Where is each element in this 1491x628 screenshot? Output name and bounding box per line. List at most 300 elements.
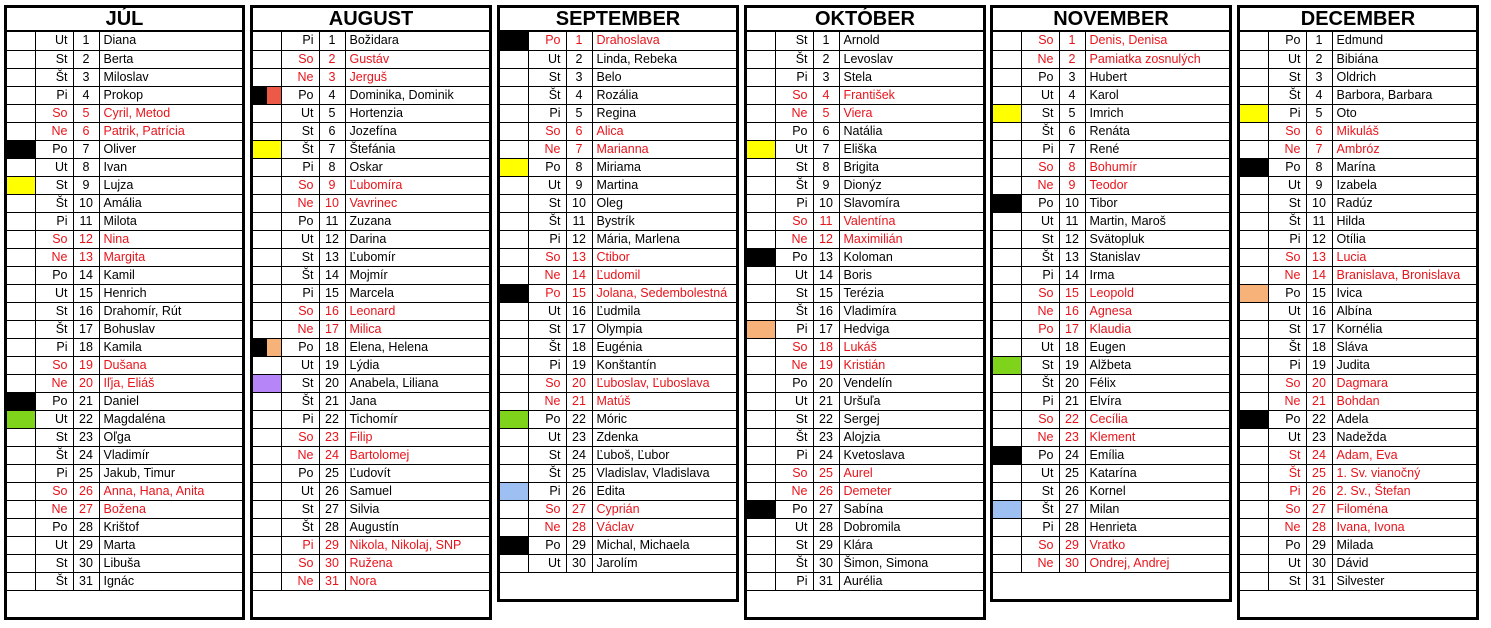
day-number: 25 — [1059, 464, 1085, 482]
weekday: So — [775, 338, 813, 356]
name-day: Drahomír, Rút — [99, 302, 242, 320]
day-row — [7, 320, 242, 338]
day-row — [253, 176, 489, 194]
name-day: Samuel — [345, 482, 489, 500]
day-row — [1240, 500, 1476, 518]
name-day: Dávid — [1332, 554, 1476, 572]
day-row — [253, 554, 489, 572]
weekday: Po — [1021, 194, 1059, 212]
name-day: Eugénia — [592, 338, 736, 356]
day-row — [253, 302, 489, 320]
month-july — [4, 5, 245, 620]
day-number: 14 — [319, 266, 345, 284]
day-marker — [7, 104, 35, 122]
weekday: Ne — [528, 392, 566, 410]
weekday: So — [281, 50, 319, 68]
name-day: Šimon, Simona — [839, 554, 983, 572]
day-number: 4 — [319, 86, 345, 104]
name-day: Izabela — [1332, 176, 1476, 194]
day-number: 7 — [813, 140, 839, 158]
day-number: 4 — [1306, 86, 1332, 104]
weekday: Ut — [1268, 50, 1306, 68]
weekday: Št — [1268, 86, 1306, 104]
name-day: Imrich — [1085, 104, 1229, 122]
day-row — [7, 446, 242, 464]
day-number: 19 — [1059, 356, 1085, 374]
weekday: Št — [1268, 338, 1306, 356]
weekday: St — [281, 374, 319, 392]
name-day: Henrich — [99, 284, 242, 302]
day-marker — [7, 464, 35, 482]
name-day: Demeter — [839, 482, 983, 500]
day-marker — [7, 320, 35, 338]
day-marker — [747, 446, 775, 464]
day-marker — [1240, 572, 1268, 590]
weekday: St — [1021, 356, 1059, 374]
name-day: Natália — [839, 122, 983, 140]
name-day: Belo — [592, 68, 736, 86]
weekday: Po — [1021, 68, 1059, 86]
weekday: Ne — [775, 356, 813, 374]
weekday: Št — [1021, 500, 1059, 518]
day-marker — [7, 536, 35, 554]
day-row — [993, 230, 1229, 248]
day-row — [993, 428, 1229, 446]
weekday: So — [1021, 284, 1059, 302]
day-row — [1240, 536, 1476, 554]
name-day: Amália — [99, 194, 242, 212]
weekday: So — [528, 374, 566, 392]
weekday: Št — [528, 464, 566, 482]
day-table — [747, 32, 983, 591]
name-day: Koloman — [839, 248, 983, 266]
name-day: Dušana — [99, 356, 242, 374]
day-number: 9 — [73, 176, 99, 194]
month-november — [990, 5, 1232, 602]
day-marker — [1240, 464, 1268, 482]
weekday: St — [1021, 482, 1059, 500]
weekday: Ne — [1021, 50, 1059, 68]
day-marker — [993, 482, 1021, 500]
name-day: Ivica — [1332, 284, 1476, 302]
day-marker — [7, 194, 35, 212]
day-marker — [253, 230, 281, 248]
name-day: Aurélia — [839, 572, 983, 590]
day-row — [7, 86, 242, 104]
day-row — [7, 338, 242, 356]
name-day: Jozefína — [345, 122, 489, 140]
day-row — [747, 248, 983, 266]
day-row — [1240, 302, 1476, 320]
name-day: Judita — [1332, 356, 1476, 374]
weekday: St — [35, 302, 73, 320]
day-marker — [253, 122, 281, 140]
day-row — [993, 302, 1229, 320]
day-number: 15 — [566, 284, 592, 302]
day-marker — [253, 338, 281, 356]
day-row — [253, 464, 489, 482]
day-marker — [993, 230, 1021, 248]
day-marker — [1240, 554, 1268, 572]
weekday: St — [1268, 68, 1306, 86]
name-day: Eugen — [1085, 338, 1229, 356]
day-row — [747, 302, 983, 320]
name-day: Ľubomír — [345, 248, 489, 266]
day-row — [993, 266, 1229, 284]
weekday: So — [35, 356, 73, 374]
name-day: Móric — [592, 410, 736, 428]
day-marker — [253, 410, 281, 428]
day-marker — [500, 374, 528, 392]
weekday: So — [1268, 122, 1306, 140]
day-marker — [500, 554, 528, 572]
day-row — [747, 266, 983, 284]
weekday: So — [281, 302, 319, 320]
day-number: 21 — [813, 392, 839, 410]
weekday: Št — [35, 446, 73, 464]
day-marker — [1240, 104, 1268, 122]
day-row — [253, 392, 489, 410]
name-day: Nikola, Nikolaj, SNP — [345, 536, 489, 554]
day-number: 6 — [319, 122, 345, 140]
weekday: Pi — [775, 194, 813, 212]
day-number: 24 — [1306, 446, 1332, 464]
name-day: Emília — [1085, 446, 1229, 464]
day-row — [253, 320, 489, 338]
name-day: Milan — [1085, 500, 1229, 518]
name-day: Albína — [1332, 302, 1476, 320]
weekday: Pi — [1021, 140, 1059, 158]
day-number: 16 — [73, 302, 99, 320]
name-day: Viera — [839, 104, 983, 122]
day-number: 4 — [1059, 86, 1085, 104]
name-day: Anna, Hana, Anita — [99, 482, 242, 500]
day-number: 11 — [73, 212, 99, 230]
day-number: 15 — [1306, 284, 1332, 302]
day-marker — [7, 122, 35, 140]
day-number: 1 — [566, 32, 592, 50]
day-row — [1240, 248, 1476, 266]
day-number: 26 — [566, 482, 592, 500]
day-number: 26 — [813, 482, 839, 500]
day-marker — [500, 302, 528, 320]
day-marker — [253, 302, 281, 320]
day-number: 7 — [1306, 140, 1332, 158]
day-row — [253, 374, 489, 392]
day-row — [1240, 518, 1476, 536]
day-number: 31 — [73, 572, 99, 590]
weekday: Ne — [35, 500, 73, 518]
day-number: 8 — [1306, 158, 1332, 176]
day-row — [993, 392, 1229, 410]
weekday: Po — [281, 464, 319, 482]
name-day: Uršuľa — [839, 392, 983, 410]
name-day: Tichomír — [345, 410, 489, 428]
weekday: St — [775, 158, 813, 176]
day-row — [993, 284, 1229, 302]
weekday: Št — [528, 86, 566, 104]
day-row — [747, 176, 983, 194]
weekday: Št — [35, 194, 73, 212]
weekday: Št — [1021, 374, 1059, 392]
day-marker — [253, 212, 281, 230]
day-number: 3 — [319, 68, 345, 86]
weekday: So — [1021, 158, 1059, 176]
day-row — [500, 518, 736, 536]
name-day: Ivan — [99, 158, 242, 176]
day-marker — [1240, 518, 1268, 536]
day-marker — [747, 284, 775, 302]
name-day: Nora — [345, 572, 489, 590]
day-row — [7, 500, 242, 518]
day-number: 17 — [1059, 320, 1085, 338]
day-number: 5 — [566, 104, 592, 122]
day-number: 22 — [813, 410, 839, 428]
day-number: 4 — [73, 86, 99, 104]
weekday: Ut — [281, 482, 319, 500]
name-day: Regina — [592, 104, 736, 122]
day-marker — [993, 266, 1021, 284]
name-day: Hilda — [1332, 212, 1476, 230]
weekday: Ne — [281, 446, 319, 464]
weekday: St — [528, 68, 566, 86]
day-number: 28 — [73, 518, 99, 536]
day-marker — [253, 140, 281, 158]
day-row — [500, 392, 736, 410]
name-day: Svätopluk — [1085, 230, 1229, 248]
day-marker — [1240, 374, 1268, 392]
day-marker — [253, 464, 281, 482]
name-day: Klement — [1085, 428, 1229, 446]
day-row — [500, 536, 736, 554]
name-day: Oto — [1332, 104, 1476, 122]
weekday: St — [1268, 446, 1306, 464]
day-row — [993, 554, 1229, 572]
day-row — [500, 50, 736, 68]
day-row — [993, 374, 1229, 392]
day-row — [1240, 158, 1476, 176]
weekday: Ut — [528, 302, 566, 320]
day-row — [747, 320, 983, 338]
day-marker — [993, 212, 1021, 230]
day-row — [747, 122, 983, 140]
day-number: 12 — [1306, 230, 1332, 248]
weekday: Po — [35, 266, 73, 284]
day-marker — [253, 68, 281, 86]
name-day: Alžbeta — [1085, 356, 1229, 374]
weekday: So — [1021, 32, 1059, 50]
day-marker — [7, 392, 35, 410]
day-marker — [500, 320, 528, 338]
weekday: So — [528, 122, 566, 140]
day-row — [993, 194, 1229, 212]
day-row — [253, 266, 489, 284]
name-day: Silvester — [1332, 572, 1476, 590]
day-marker — [500, 230, 528, 248]
day-number: 26 — [1059, 482, 1085, 500]
day-number: 16 — [319, 302, 345, 320]
day-row — [747, 140, 983, 158]
weekday: Ut — [528, 176, 566, 194]
weekday: So — [528, 500, 566, 518]
day-number: 1 — [1059, 32, 1085, 50]
month-september — [497, 5, 739, 602]
day-row — [993, 500, 1229, 518]
weekday: Po — [281, 338, 319, 356]
day-number: 14 — [73, 266, 99, 284]
day-marker — [7, 374, 35, 392]
weekday: Ut — [35, 158, 73, 176]
weekday: Ne — [281, 194, 319, 212]
day-marker — [1240, 410, 1268, 428]
day-number: 1 — [319, 32, 345, 50]
name-day: Iľja, Eliáš — [99, 374, 242, 392]
day-marker — [253, 572, 281, 590]
weekday: So — [1268, 500, 1306, 518]
weekday: Pi — [35, 212, 73, 230]
day-row — [7, 464, 242, 482]
day-marker — [1240, 122, 1268, 140]
day-number: 15 — [319, 284, 345, 302]
day-marker — [993, 158, 1021, 176]
weekday: St — [1268, 194, 1306, 212]
name-day: Kornélia — [1332, 320, 1476, 338]
name-day: Ondrej, Andrej — [1085, 554, 1229, 572]
day-row — [747, 50, 983, 68]
day-number: 10 — [73, 194, 99, 212]
day-row — [747, 284, 983, 302]
name-day: Gustáv — [345, 50, 489, 68]
weekday: St — [528, 446, 566, 464]
day-row — [7, 572, 242, 590]
weekday: Pi — [1268, 482, 1306, 500]
name-day: Ľuboslav, Ľuboslava — [592, 374, 736, 392]
day-row — [7, 50, 242, 68]
day-marker — [1240, 50, 1268, 68]
day-row — [747, 446, 983, 464]
name-day: Milota — [99, 212, 242, 230]
name-day: Zuzana — [345, 212, 489, 230]
day-marker — [993, 176, 1021, 194]
day-number: 26 — [319, 482, 345, 500]
weekday: Po — [528, 158, 566, 176]
name-day: Margita — [99, 248, 242, 266]
day-row — [500, 266, 736, 284]
day-number: 28 — [1306, 518, 1332, 536]
weekday: Ne — [775, 230, 813, 248]
name-day: Elena, Helena — [345, 338, 489, 356]
day-number: 11 — [1059, 212, 1085, 230]
day-number: 21 — [73, 392, 99, 410]
day-row — [1240, 122, 1476, 140]
weekday: So — [1268, 374, 1306, 392]
weekday: Po — [281, 212, 319, 230]
day-marker — [7, 248, 35, 266]
day-marker — [747, 230, 775, 248]
day-marker — [747, 554, 775, 572]
weekday: Ne — [775, 104, 813, 122]
weekday: Ut — [528, 554, 566, 572]
weekday: Ne — [1268, 140, 1306, 158]
day-row — [253, 104, 489, 122]
weekday: Po — [1268, 284, 1306, 302]
weekday: Ne — [1021, 302, 1059, 320]
day-marker — [747, 320, 775, 338]
day-row — [500, 212, 736, 230]
day-row — [1240, 140, 1476, 158]
day-number: 14 — [1306, 266, 1332, 284]
day-row — [500, 374, 736, 392]
month-title: NOVEMBER — [993, 8, 1229, 32]
day-row — [747, 104, 983, 122]
weekday: Št — [1021, 122, 1059, 140]
name-day: Ružena — [345, 554, 489, 572]
weekday: Ut — [775, 266, 813, 284]
day-marker — [7, 158, 35, 176]
weekday: So — [528, 248, 566, 266]
day-marker — [993, 122, 1021, 140]
name-day: Filip — [345, 428, 489, 446]
day-row — [747, 374, 983, 392]
name-day: Otília — [1332, 230, 1476, 248]
day-number: 5 — [73, 104, 99, 122]
name-day: Marína — [1332, 158, 1476, 176]
name-day: Slavomíra — [839, 194, 983, 212]
name-day: Cecília — [1085, 410, 1229, 428]
name-day: Štefánia — [345, 140, 489, 158]
day-table — [1240, 32, 1476, 591]
day-row — [993, 446, 1229, 464]
name-day: René — [1085, 140, 1229, 158]
weekday: Pi — [528, 482, 566, 500]
day-number: 6 — [73, 122, 99, 140]
name-day: Magdaléna — [99, 410, 242, 428]
day-marker — [7, 176, 35, 194]
name-day: Aurel — [839, 464, 983, 482]
day-number: 7 — [1059, 140, 1085, 158]
day-marker — [993, 140, 1021, 158]
day-marker — [500, 32, 528, 50]
name-day: Kamil — [99, 266, 242, 284]
day-row — [747, 536, 983, 554]
name-day: Oľga — [99, 428, 242, 446]
name-day: Miloslav — [99, 68, 242, 86]
day-number: 19 — [813, 356, 839, 374]
weekday: Pi — [1268, 230, 1306, 248]
day-marker — [7, 50, 35, 68]
name-day: Dominika, Dominik — [345, 86, 489, 104]
day-marker — [500, 518, 528, 536]
name-day: Nina — [99, 230, 242, 248]
day-number: 30 — [319, 554, 345, 572]
day-marker — [7, 212, 35, 230]
day-marker — [253, 104, 281, 122]
day-row — [7, 248, 242, 266]
day-number: 6 — [1306, 122, 1332, 140]
name-day: Vavrinec — [345, 194, 489, 212]
day-marker — [747, 518, 775, 536]
day-row — [7, 32, 242, 50]
day-marker — [747, 536, 775, 554]
weekday: Ne — [528, 140, 566, 158]
weekday: St — [35, 50, 73, 68]
day-number: 27 — [73, 500, 99, 518]
weekday: Po — [775, 374, 813, 392]
weekday: So — [775, 464, 813, 482]
day-row — [1240, 392, 1476, 410]
weekday: So — [35, 104, 73, 122]
day-marker — [747, 374, 775, 392]
